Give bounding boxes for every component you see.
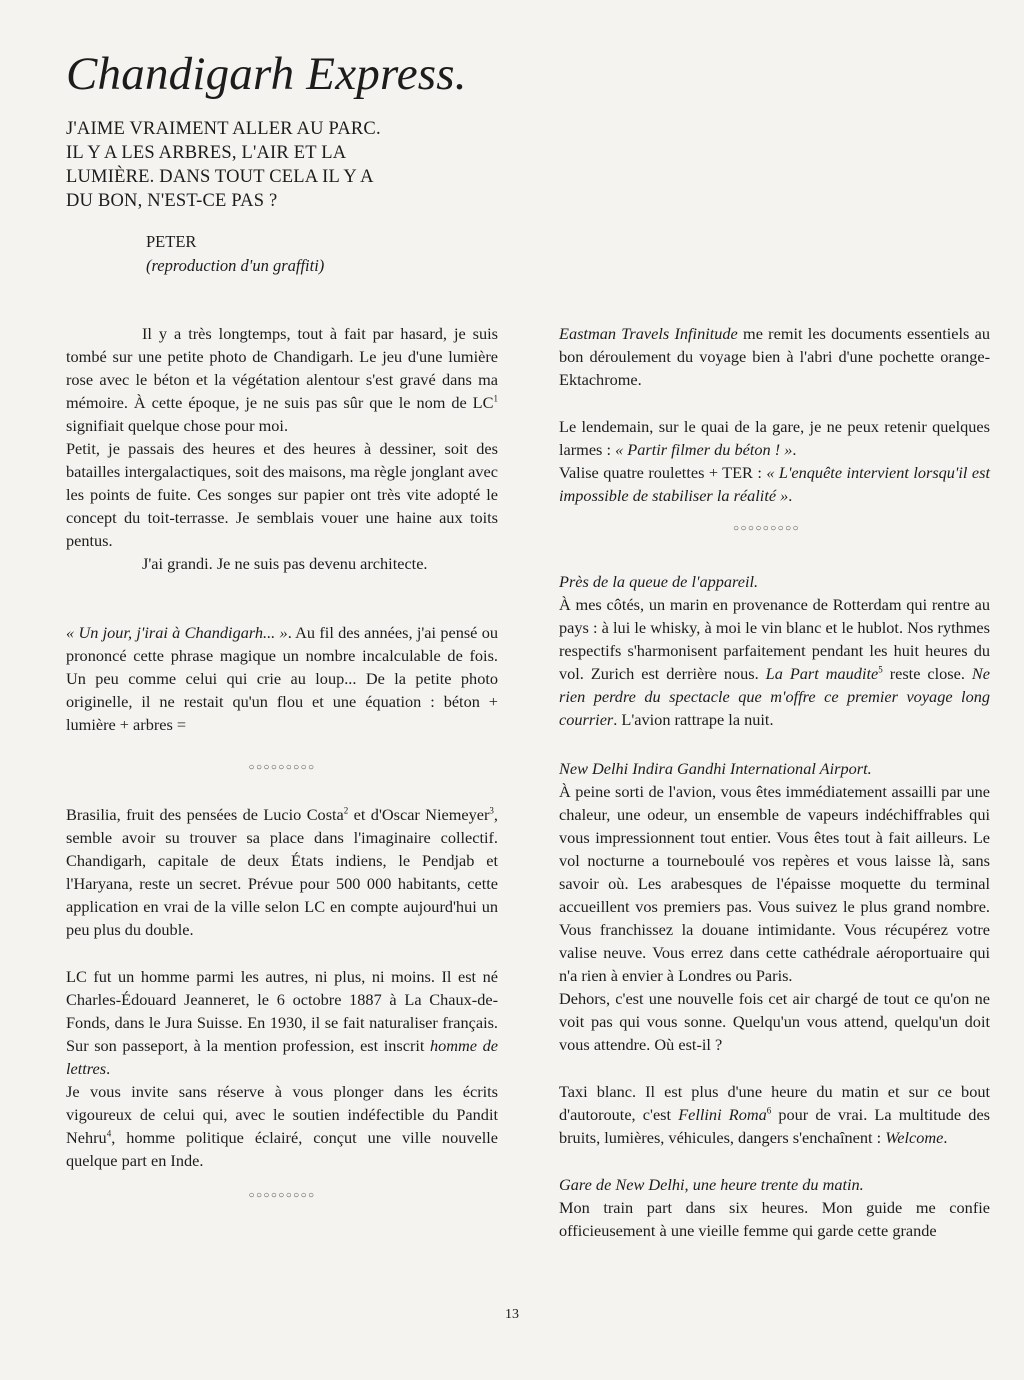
- section-heading: Gare de New Delhi, une heure trente du matin.: [559, 1175, 864, 1194]
- text: Brasilia, fruit des pensées de Lucio Costa: [66, 805, 344, 824]
- text-italic: La Part maudite: [765, 664, 879, 683]
- paragraph: [559, 415, 990, 461]
- text: .: [943, 1128, 948, 1147]
- epigraph-source: (reproduction d'un graffiti): [146, 256, 325, 275]
- paragraph: [66, 621, 498, 736]
- paragraph: [559, 1080, 990, 1149]
- text: Le lendemain, sur le quai de la gare, je ne peux retenir quelques larmes :: [559, 417, 990, 459]
- section-heading: Près de la queue de l'appareil.: [559, 572, 759, 591]
- text: signifiait quelque chose pour moi.: [66, 416, 289, 435]
- paragraph: Dehors, c'est une nouvelle fois cet air chargé de tout ce qu'on ne voit pas qui vous sonne. Quelqu'un vous attend, quelqu'un doit vous attendre. Où est-il ?: [559, 989, 990, 1054]
- footnote-ref: 5: [878, 664, 883, 675]
- section-ornament: ○○○○○○○○○: [248, 1190, 316, 1201]
- page-title: Chandigarh Express.: [66, 48, 467, 100]
- paragraph: Petit, je passais des heures et des heures à dessiner, soit des batailles intergalactiques, soit des maisons, ma règle jonglant avec les points de fuite. Ces songes sur papier ont très vite adopté le concept du toit-terrasse. Je semblais vouer une haine aux toits pentus.: [66, 439, 498, 550]
- quote: « Un jour, j'irai à Chandigarh... »: [66, 623, 288, 642]
- paragraph: Mon train part dans six heures. Mon guide me confie officieusement à une vieille femme qui garde cette grande: [559, 1198, 990, 1240]
- text-italic: Eastman Travels Infinitude: [559, 324, 738, 343]
- right-column: [559, 322, 990, 1242]
- left-column: [66, 322, 498, 1217]
- section-ornament: ○○○○○○○○○: [248, 762, 316, 773]
- text: pour de vrai. La multitude des bruits, lumières, véhicules, dangers s'enchaînent :: [559, 1105, 991, 1147]
- text: .: [788, 486, 793, 505]
- text-italic: « L'enquête intervient lorsqu'il est impossible de stabiliser la réalité »: [559, 463, 990, 505]
- epigraph-author: PETER: [146, 232, 197, 251]
- footnote-ref: 6: [766, 1105, 772, 1116]
- epigraph-line: IL Y A LES ARBRES, L'AIR ET LA: [66, 143, 347, 163]
- text: Il y a très longtemps, tout à fait par hasard, je suis tombé sur une petite photo de Chandigarh. Le jeu d'une lumière rose avec le béton et la végétation alentour s'est gravé dans ma mémoire. À cette époque, je ne suis pas sûr que le nom de LC: [66, 324, 498, 412]
- text-italic: Ne rien perdre du spectacle que m'offre ce premier voyage long courrier: [559, 664, 990, 729]
- epigraph-line: DU BON, N'EST-CE PAS ?: [66, 191, 278, 211]
- text-italic: Fellini Roma: [678, 1105, 767, 1124]
- paragraph: [559, 322, 990, 391]
- footnote-ref: 4: [106, 1128, 112, 1139]
- text: LC fut un homme parmi les autres, ni plus, ni moins. Il est né Charles-Édouard Jeanneret, le 6 octobre 1887 à La Chaux-de-Fonds, dans le Jura Suisse. En 1930, il se fait naturaliser français. Sur son passeport, à la mention profession, est inscrit: [66, 967, 498, 1055]
- paragraph: [66, 1080, 498, 1172]
- text-italic: Welcome: [885, 1128, 944, 1147]
- text-italic: homme de lettres: [66, 1036, 498, 1078]
- text: .: [792, 440, 797, 459]
- paragraph: [559, 593, 990, 731]
- footnote-ref: 1: [493, 393, 498, 404]
- paragraph: [66, 322, 498, 437]
- text: . L'avion rattrape la nuit.: [613, 710, 774, 729]
- epigraph: [66, 117, 396, 213]
- text: et d'Oscar Niemeyer: [348, 805, 490, 824]
- text: À mes côtés, un marin en provenance de Rotterdam qui rentre au pays : à lui le whisky, à moi le vin blanc et le hublot. Nos rythmes respectifs s'harmonisent parfaitement pendant les huit heures du vol. Zurich est derrière nous.: [559, 595, 990, 683]
- text: reste close.: [882, 664, 972, 683]
- paragraph: J'ai grandi. Je ne suis pas devenu architecte.: [142, 554, 428, 573]
- section-ornament: ○○○○○○○○○: [733, 523, 800, 534]
- paragraph: [66, 965, 498, 1080]
- text: .: [106, 1059, 111, 1078]
- footnote-ref: 2: [343, 805, 349, 816]
- epigraph-line: LUMIÈRE. DANS TOUT CELA IL Y A: [66, 167, 374, 187]
- text: Valise quatre roulettes + TER :: [559, 463, 767, 482]
- paragraph: [559, 461, 990, 507]
- text: , homme politique éclairé, conçut une ville nouvelle quelque part en Inde.: [66, 1128, 498, 1170]
- text-italic: « Partir filmer du béton ! »: [615, 440, 793, 459]
- text: me remit les documents essentiels au bon déroulement du voyage bien à l'abri d'une pochette orange-Ektachrome.: [559, 324, 990, 389]
- text: Je vous invite sans réserve à vous plonger dans les écrits vigoureux de celui qui, avec le soutien indéfectible du Pandit Nehru: [66, 1082, 498, 1147]
- text: , semble avoir su trouver sa place dans l'imaginaire collectif. Chandigarh, capitale de deux États indiens, le Pendjab et l'Haryana, reste un secret. Prévue pour 500 000 habitants, cette application en vrai de la ville selon LC en compte aujourd'hui un peu plus du double.: [66, 805, 498, 939]
- footnote-ref: 3: [489, 805, 494, 816]
- paragraph: À peine sorti de l'avion, vous êtes immédiatement assailli par une chaleur, une odeur, un ensemble de vapeurs indéchiffrables qui vous impressionnent tout entier. Vous êtes tout à fait ailleurs. Le vol nocturne a tourneboulé vos repères et vous laisse là, sans savoir où. Les arabesques de l'épaisse moquette du terminal accueillent vos premiers pas. Vous suivez le plus grand nombre. Vous franchissez la douane intimidante. Vous récupérez votre valise neuve. Vous errez dans cette cathédrale aéroportuaire qui n'a rien à envier à Londres ou Paris.: [559, 782, 990, 985]
- page-number: 13: [505, 1307, 519, 1322]
- paragraph: [66, 803, 498, 941]
- epigraph-line: J'AIME VRAIMENT ALLER AU PARC.: [66, 119, 381, 139]
- section-heading: New Delhi Indira Gandhi International Airport.: [559, 759, 872, 778]
- text: . Au fil des années, j'ai pensé ou prononcé cette phrase magique un nombre incalculable de fois. Un peu comme celui qui crie au loup... De la petite photo originelle, il ne restait qu'un flou et une équation : béton + lumière + arbres =: [66, 623, 498, 734]
- epigraph-attribution: [146, 230, 324, 278]
- text: Taxi blanc. Il est plus d'une heure du matin et sur ce bout d'autoroute, c'est: [559, 1082, 990, 1124]
